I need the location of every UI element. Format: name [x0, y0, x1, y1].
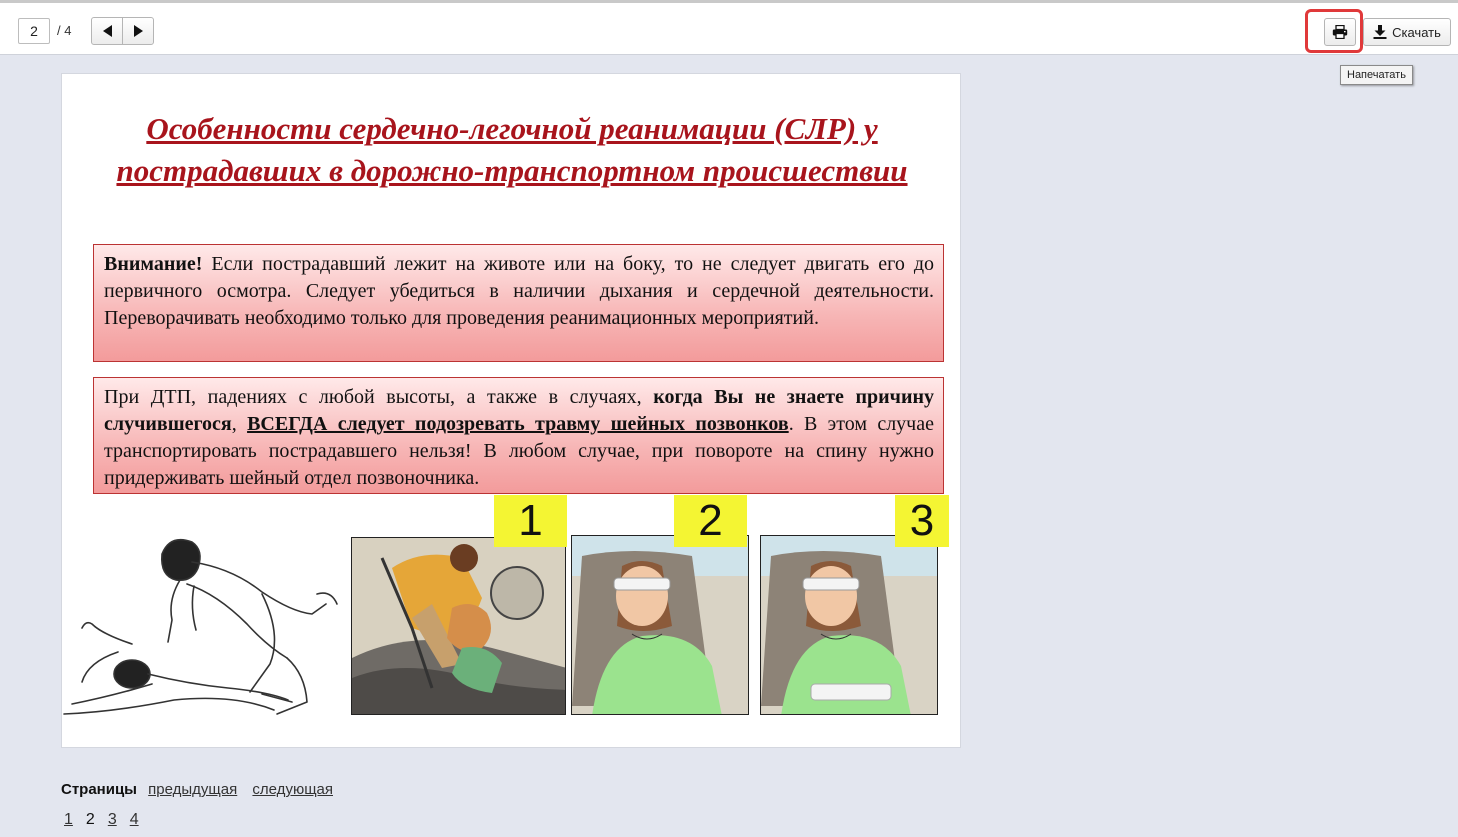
- prev-page-button[interactable]: [92, 18, 122, 44]
- download-label: Скачать: [1392, 24, 1441, 40]
- spine-notice-bold: когда Вы не знаете причину случившегося: [104, 386, 935, 435]
- step-2-illustration: [571, 535, 749, 715]
- document-title: Особенности сердечно-легочной реанимации (СЛР) у пострадавших в дорожно-транспортном происшествии: [116, 111, 908, 188]
- step-1-illustration: [351, 537, 566, 715]
- print-tooltip: Напечатать: [1340, 65, 1413, 85]
- printer-icon: [1332, 25, 1348, 39]
- page-link-4[interactable]: 4: [129, 811, 139, 828]
- warning-notice-bold: Внимание!: [104, 253, 203, 275]
- download-arrow-icon: [1373, 25, 1387, 39]
- cpr-illustration: [62, 524, 347, 724]
- warning-notice-text: Если пострадавший лежит на животе или на боку, то не следует двигать его до первичного осмотра. Следует убедиться в наличии дыхания и сердечной деятельности. Переворачивать необходимо только для проведения реанимационных мероприятий.: [104, 253, 934, 329]
- next-page-link[interactable]: следующая: [252, 781, 333, 798]
- page-number-input[interactable]: [18, 18, 50, 44]
- page-total: / 4: [57, 23, 72, 38]
- page-current-2: 2: [85, 811, 95, 828]
- next-page-button[interactable]: [122, 18, 153, 44]
- step-3-illustration: [760, 535, 938, 715]
- page-number-list: [64, 811, 139, 829]
- print-button[interactable]: [1324, 18, 1356, 46]
- prev-page-link[interactable]: предыдущая: [148, 781, 238, 798]
- triangle-right-icon: [134, 25, 143, 37]
- step-badge-2: 2: [674, 495, 747, 547]
- spine-notice-underline: ВСЕГДА следует подозревать травму шейных позвонков: [247, 413, 789, 435]
- viewer-toolbar: [0, 0, 1458, 55]
- step-badge-3: 3: [895, 495, 949, 547]
- spine-notice-text-2: ,: [231, 413, 248, 435]
- spine-notice: [93, 377, 944, 494]
- download-button[interactable]: [1363, 18, 1451, 46]
- warning-notice: [93, 244, 944, 362]
- page-link-3[interactable]: 3: [107, 811, 117, 828]
- spine-notice-text-1: При ДТП, падениях с любой высоты, а также в случаях,: [104, 386, 654, 408]
- step-badge-1: 1: [494, 495, 567, 547]
- page-nav-group: [91, 17, 154, 45]
- pages-label: Страницы: [61, 781, 137, 798]
- pages-nav: [61, 781, 333, 798]
- triangle-left-icon: [103, 25, 112, 37]
- spine-notice-text-3: . В этом случае транспортировать пострадавшего нельзя! В любом случае, при повороте на спину нужно придерживать шейный отдел позвоночника.: [104, 413, 934, 489]
- document-page: [61, 73, 961, 748]
- page-link-1[interactable]: 1: [64, 811, 73, 828]
